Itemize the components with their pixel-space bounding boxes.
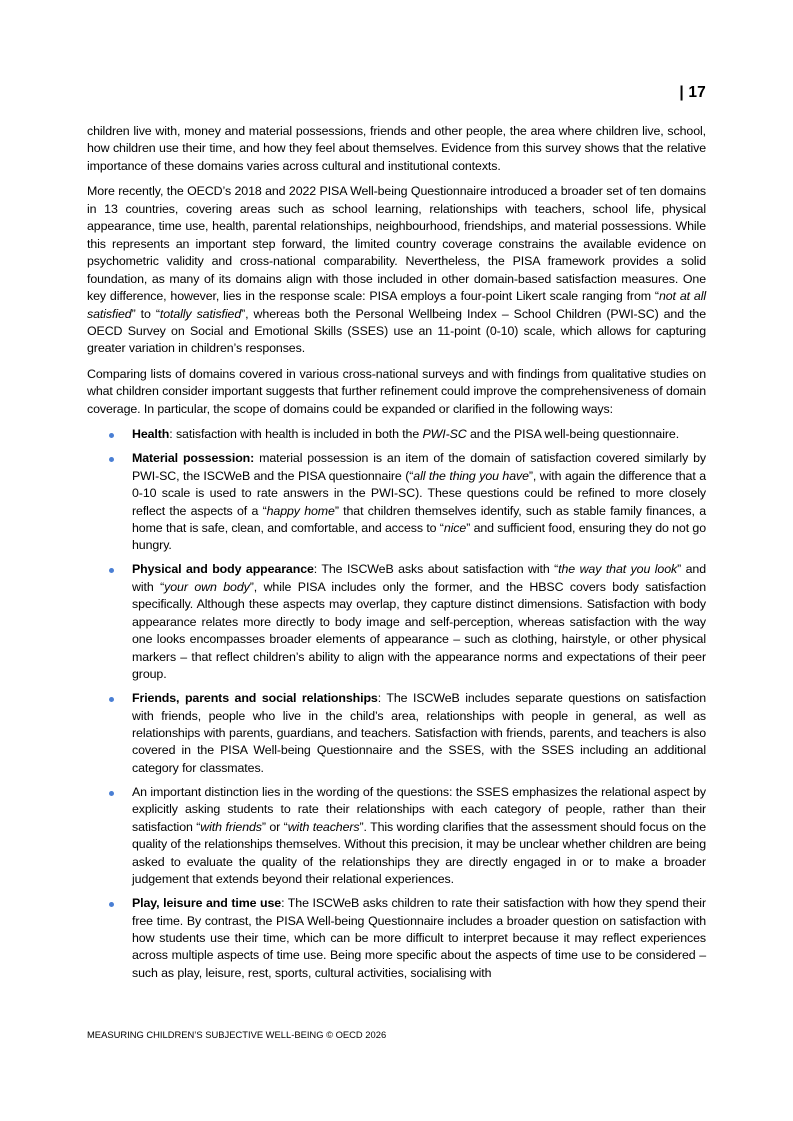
- body-text: [87, 123, 706, 989]
- page-footer: MEASURING CHILDREN’S SUBJECTIVE WELL-BEING © OECD 2026: [87, 1029, 387, 1040]
- paragraph: [87, 123, 706, 175]
- domain-bullet-list: [87, 426, 706, 982]
- text-run: children live with, money and material possessions, friends and other people, the area where children live, school, how children use their time, and how they feel about themselves. Evidence from this survey shows that the relative importance of these domains varies across cultural and institutional contexts.: [87, 124, 706, 173]
- italic-quote: nice: [443, 521, 467, 536]
- bold-term: Play, leisure and time use: [132, 896, 282, 911]
- bullet-item: [87, 561, 706, 683]
- bullet-item: [87, 690, 706, 777]
- text-run: : The ISCWeB includes separate questions on satisfaction with friends, people who live in the child’s area, relationships with people in general, as well as relationships with parents, guardians, and teachers. Satisfaction with friends, parents, and teachers is also covered in the PISA Well-being Questionnaire and the SSES, with the SSES including an additional category for classmates.: [132, 691, 706, 775]
- text-run: ”. This wording clarifies that the assessment should focus on the quality of the relationships themselves. Without this precision, it may be unclear whether children are being asked to evaluate the quality of the relationships they are directly engaged in or to make a broader judgement that extends beyond their relational experiences.: [132, 819, 706, 887]
- italic-quote: totally satisfied: [159, 306, 242, 321]
- bullet-item: [87, 426, 706, 443]
- text-run: ” and sufficient food, ensuring they do not go hungry.: [132, 521, 706, 553]
- text-run: ” to “: [131, 306, 160, 321]
- bullet-dot-icon: [109, 902, 114, 907]
- text-run: ”, while PISA includes only the former, and the HBSC covers body satisfaction specifically. Although these aspects may overlap, they capture distinct dimensions. Satisfaction with body appearance relates more directly to body image and self-perception, whereas satisfaction with the way one looks encompasses broader elements of appearance – such as clothing, hairstyle, or other physical markers – that reflect children’s ability to align with the appearance norms and expectations of their peer group.: [132, 579, 707, 682]
- text-run: ”, whereas both the Personal Wellbeing Index – School Children (PWI-SC) and the OECD Survey on Social and Emotional Skills (SSES) use an 11-point (0-10) scale, which allows for capturing greater variation in children’s responses.: [87, 306, 706, 356]
- bullet-dot-icon: [109, 697, 114, 702]
- bullet-item: [87, 895, 706, 982]
- text-run: ” and with “: [132, 562, 706, 594]
- italic-quote: with friends: [200, 819, 262, 834]
- text-run: More recently, the OECD’s 2018 and 2022 PISA Well-being Questionnaire introduced a broader set of ten domains in 13 countries, covering areas such as school learning, relationships with teachers, school life, physical appearance, time use, health, parental relationships, neighbourhood, friendships, and material possessions. While this represents an important step forward, the limited country coverage constrains the available evidence on psychometric validity and cross-national comparability. Nevertheless, the PISA framework provides a solid foundation, as many of its domains align with those included in other domain-based satisfaction measures. One key difference, however, lies in the response scale: PISA employs a four-point Likert scale ranging from “: [87, 184, 706, 304]
- text-run: material possession is an item of the domain of satisfaction covered similarly by PWI-SC, the ISCWeB and the PISA questionnaire (“: [132, 451, 706, 483]
- text-run: An important distinction lies in the wording of the questions: the SSES emphasizes the relational aspect by explicitly asking students to rate their relationships with each category of people, rather than their satisfaction “: [132, 784, 706, 834]
- bullet-item: [87, 784, 706, 889]
- bold-term: Health: [132, 427, 170, 442]
- text-run: and the PISA well-being questionnaire.: [466, 427, 680, 442]
- bullet-dot-icon: [109, 791, 114, 796]
- italic-quote: with teachers: [287, 819, 360, 834]
- italic-quote: your own body: [164, 579, 250, 594]
- bold-term: Material possession:: [132, 451, 255, 466]
- italic-quote: not at all satisfied: [87, 289, 706, 321]
- bold-term: Physical and body appearance: [132, 562, 314, 577]
- bullet-item: [87, 450, 706, 555]
- text-run: ”, with again the difference that a 0-10 scale is used to rate answers in the PWI-SC). These questions could be refined to more closely reflect the aspects of a “: [132, 468, 706, 518]
- bullet-dot-icon: [109, 457, 114, 462]
- italic-quote: all the thing you have: [413, 468, 529, 483]
- bullet-dot-icon: [109, 433, 114, 438]
- bullet-dot-icon: [109, 568, 114, 573]
- page-number: | 17: [679, 84, 706, 101]
- paragraph: [87, 183, 706, 358]
- text-run: ” that children themselves identify, such as stable family finances, a home that is safe, clean, and comfortable, and access to “: [132, 503, 706, 536]
- text-run: : satisfaction with health is included in both the: [169, 427, 423, 442]
- italic-quote: PWI-SC: [422, 427, 467, 442]
- bold-term: Friends, parents and social relationships: [132, 691, 378, 706]
- text-run: Comparing lists of domains covered in various cross-national surveys and with findings from qualitative studies on what children consider important suggests that further refinement could improve the comprehensiveness of domain coverage. In particular, the scope of domains could be expanded or clarified in the following ways:: [87, 366, 706, 416]
- paragraph: [87, 366, 706, 418]
- italic-quote: happy home: [266, 503, 335, 518]
- italic-quote: the way that you look: [558, 562, 678, 577]
- paragraphs: [87, 123, 706, 418]
- text-run: ” or “: [261, 819, 288, 834]
- text-run: : The ISCWeB asks about satisfaction with “: [313, 562, 559, 577]
- text-run: : The ISCWeB asks children to rate their satisfaction with how they spend their free time. By contrast, the PISA Well-being Questionnaire includes a broader question on satisfaction with how students use their time, which can be more difficult to interpret because it may reflect experiences across multiple aspects of time use. Being more specific about the aspects of time use to be considered – such as play, leisure, rest, sports, cultural activities, socialising with: [132, 896, 706, 980]
